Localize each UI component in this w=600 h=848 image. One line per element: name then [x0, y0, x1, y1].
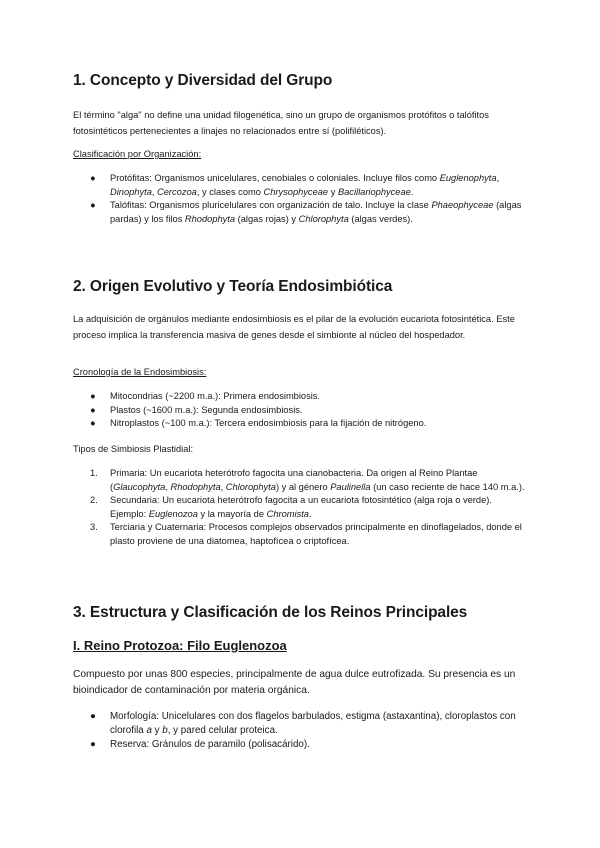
- bullet-icon: ●: [90, 711, 96, 722]
- bullet-icon: ●: [90, 739, 96, 750]
- list-item: ● Nitroplastos (~100 m.a.): Tercera endosimbiosis para la fijación de nitrógeno.: [73, 417, 543, 431]
- bullet-icon: ●: [90, 391, 96, 401]
- section-1-subheading: Clasificación por Organización:: [73, 149, 202, 159]
- section-1-intro: El término "alga" no define una unidad filogenética, sino un grupo de organismos protófitos o talófitos fotosintéticos pertenecientes a linajes no relacionados entre sí (polifiléticos).: [73, 110, 489, 136]
- symbiosis-types-list: [73, 467, 529, 548]
- section-1-heading: 1. Concepto y Diversidad del Grupo: [73, 72, 333, 89]
- symbiosis-types-label: Tipos de Simbiosis Plastidial:: [73, 444, 194, 454]
- list-item: 1. Primaria: Un eucariota heterótrofo fagocita una cianobacteria. Da origen al Reino Plantae (Glaucophyta, Rhodophyta, Chlorophyta) y al género Paulinella (un caso reciente de hace 140 m.a.).: [90, 468, 525, 492]
- section-2-heading: 2. Origen Evolutivo y Teoría Endosimbiótica: [73, 278, 393, 295]
- list-item: ● Plastos (~1600 m.a.): Segunda endosimbiosis.: [73, 404, 543, 418]
- section-2-intro: La adquisición de orgánulos mediante endosimbiosis es el pilar de la evolución eucariota fotosintética. Este proceso implica la transferencia masiva de genes desde el simbionte al núcleo del hospedador.: [73, 314, 515, 340]
- list-item: 3. Terciaria y Cuaternaria: Procesos complejos observados principalmente en dinoflagelados, donde el plasto proviene de una diatomea, haptofícea o criptofícea.: [90, 522, 522, 546]
- bullet-icon: ●: [90, 418, 96, 428]
- list-item: ● Mitocondrias (~2200 m.a.): Primera endosimbiosis.: [73, 390, 543, 404]
- section-2-subheading: Cronología de la Endosimbiosis:: [73, 367, 207, 377]
- bullet-icon: ●: [90, 404, 96, 415]
- list-item: ● Reserva: Gránulos de paramilo (polisacárido).: [90, 739, 310, 750]
- section-3-intro: Compuesto por unas 800 especies, principalmente de agua dulce eutrofizada. Su presencia es un bioindicador de contaminación por materia orgánica.: [73, 669, 516, 696]
- list-item: ● Protófitas: Organismos unicelulares, cenobiales o coloniales. Incluye filos como Euglenophyta, Dinophyta, Cercozoa, y clases como Chrysophyceae y Bacillariophyceae.: [90, 173, 500, 197]
- section-1-list: [73, 172, 523, 226]
- list-item: ● Morfología: Unicelulares con dos flagelos barbulados, estigma (astaxantina), cloroplastos con clorofila a y b, y pared celular proteica.: [90, 711, 516, 736]
- section-3-list: [73, 710, 523, 752]
- section-3-subheading: I. Reino Protozoa: Filo Euglenozoa: [73, 638, 287, 653]
- list-item: ● Talófitas: Organismos pluricelulares con organización de talo. Incluye la clase Phaeophyceae (algas pardas) y los filos Rhodophyta (algas rojas) y Chlorophyta (algas verdes).: [90, 200, 522, 224]
- bullet-icon: ●: [90, 173, 96, 183]
- timeline-list: [73, 390, 543, 431]
- list-item: 2. Secundaria: Un eucariota heterótrofo fagocita a un eucariota fotosintético (alga roja o verde). Ejemplo: Euglenozoa y la mayoría de Chromista.: [90, 495, 492, 519]
- section-3-heading: 3. Estructura y Clasificación de los Reinos Principales: [73, 604, 468, 621]
- bullet-icon: ●: [90, 200, 96, 210]
